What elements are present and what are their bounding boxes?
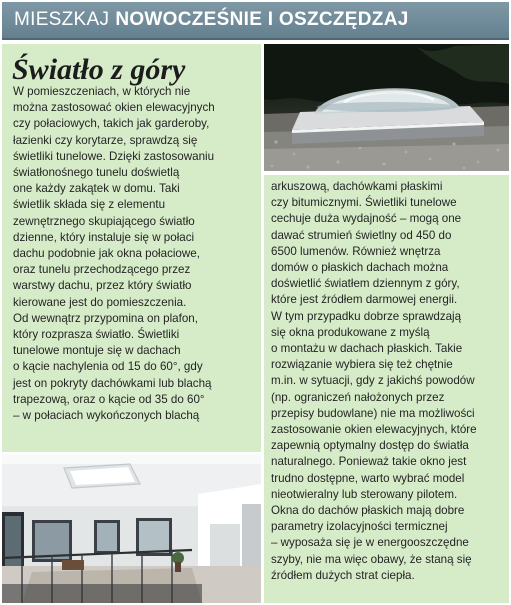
text-line: źródłem dużych strat ciepła.	[271, 568, 415, 582]
left-column-text	[13, 84, 257, 424]
text-line: się okna produkowane z myślą	[271, 325, 430, 339]
article-title: Światło z góry	[12, 53, 186, 86]
text-line: jest on pokryty dachówkami lub blachą	[13, 376, 212, 390]
text-line: o kącie nachylenia od 15 do 60°, gdy	[13, 360, 203, 374]
text-line: domów o płaskich dachach można	[271, 261, 449, 275]
text-line: (np. ograniczeń nałożonych przez	[271, 390, 445, 404]
text-line: łazienki czy korytarze, sprawdzą się	[13, 133, 198, 147]
text-line: kierowane jest do pomieszczenia.	[13, 295, 187, 309]
text-line: Okna do dachów płaskich mają dobre	[271, 504, 465, 518]
text-line: dawać strumień świetlny od 450 do	[271, 228, 452, 242]
text-line: zastosowanie okien elewacyjnych, które	[271, 423, 477, 437]
right-column-text	[271, 179, 505, 584]
text-line: – wyposaża się je w energooszczędne	[271, 536, 469, 550]
text-line: m.in. w sytuacji, gdy z jakichś powodów	[271, 374, 475, 388]
text-line: tunelowe montuje się w dachach	[13, 344, 181, 358]
text-line: doświetlić światłem dziennym z góry,	[271, 277, 460, 291]
text-line: świetliki tunelowe. Dzięki zastosowaniu	[13, 149, 215, 163]
text-line: można zastosować okien elewacyjnych	[13, 101, 215, 115]
text-line: zewnętrznego skupiającego światło	[13, 214, 195, 228]
text-line: trudno dostępne, warto wybrać model	[271, 471, 465, 485]
text-line: czy połaciowych, takich jak garderoby,	[13, 117, 210, 131]
text-line: arkuszową, dachówkami płaskimi	[271, 180, 443, 193]
interior-photo	[2, 454, 261, 603]
text-line: dzienne, który instaluje się w połaci	[13, 230, 195, 244]
text-line: który rozprasza światło. Świetliki	[13, 328, 180, 342]
text-line: W pomieszczeniach, w których nie	[13, 85, 191, 98]
text-line: Od wewnątrz przypomina on plafon,	[13, 311, 198, 325]
text-line: rozwiązanie wybiera się też chętnie	[271, 358, 453, 372]
text-line: szyby, nie ma więc obawy, że staną się	[271, 552, 472, 566]
text-line: przepisy budowlane) nie ma możliwości	[271, 406, 475, 420]
text-line: 6500 lumenów. Również wnętrza	[271, 244, 441, 258]
text-line: które jest źródłem darmowej energii.	[271, 293, 458, 307]
text-line: czy bitumicznymi. Świetliki tunelowe	[271, 196, 457, 210]
text-line: trapezową, oraz o kącie od 35 do 60°	[13, 392, 205, 406]
text-line: dachu podobnie jak okna połaciowe,	[13, 247, 200, 261]
text-line: cechuje duża wydajność – mogą one	[271, 212, 462, 226]
header-light-text: MIESZKAJ	[14, 9, 110, 30]
text-line: warstwy dachu, przez który światło	[13, 279, 192, 293]
text-line: naturalnego. Ponieważ takie okno jest	[271, 455, 467, 469]
text-line: oraz tunelu przechodzącego przez	[13, 263, 191, 277]
section-header-text	[14, 9, 409, 31]
header-bold-text: NOWOCZEŚNIE I OSZCZĘDZAJ	[115, 9, 409, 30]
text-line: – w połaciach wykończonych blachą	[13, 409, 200, 423]
text-line: W tym przypadku dobrze sprawdzają	[271, 309, 462, 323]
text-line: zapewnią optymalny dostęp do światła	[271, 439, 469, 453]
text-line: światłonośnego tunelu doświetlą	[13, 166, 180, 180]
skylight-photo	[264, 44, 509, 171]
text-line: parametry izolacyjności termicznej	[271, 520, 448, 534]
text-line: świetlik składa się z elementu	[13, 198, 166, 212]
text-line: nieotwieralny lub sterowany pilotem.	[271, 487, 458, 501]
section-header	[2, 2, 509, 40]
text-line: one każdy zakątek w domu. Taki	[13, 182, 180, 196]
text-line: o montażu w dachach płaskich. Takie	[271, 342, 463, 356]
